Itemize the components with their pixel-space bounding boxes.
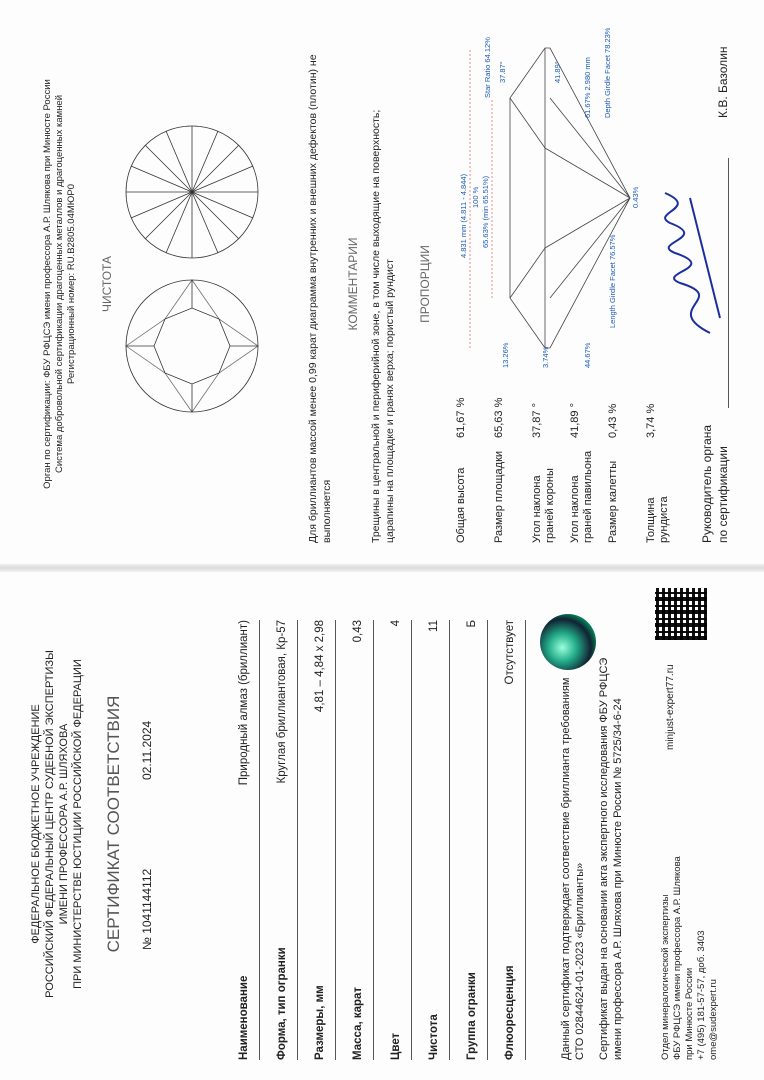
proportion-value: 37,87 ° [531,403,543,438]
property-value: Природный алмаз (бриллиант) [238,620,250,786]
issued-line-1: Сертификат выдан на основании акта экспертного исследования ФБУ РФЦСЭ [598,657,610,1060]
proportion-value: 0,43 % [607,403,619,438]
proportions-diagram [450,28,640,368]
org-line-3: ИМЕНИ ПРОФЕССОРА А.Р. ШЛЯХОВА [58,723,70,925]
proportions-title: ПРОПОРЦИИ [418,245,432,323]
diagram-crown-pct: 13.26% [501,342,510,368]
diagram-culet: 0.43% [631,186,640,208]
row-divider [373,620,374,1060]
property-row [306,620,336,1060]
property-label: Размеры, мм [314,985,326,1060]
property-label: Форма, тип огранки [276,947,288,1060]
diagram-girdle-pct: 3.74% [541,346,550,368]
certificate-left-half [0,568,764,1080]
comments-text-1: Трещины в центральной и периферийной зоне, в том числе выходящие на поверхность; [370,109,382,543]
cert-body-line-1: Орган по сертификации: ФБУ РФЦСЭ имени профессора А.Р. Шлякова при Минюсте России [42,79,53,489]
diagram-pav-ang: 41.89° [553,61,562,83]
org-line-1: ФЕДЕРАЛЬНОЕ БЮДЖЕТНОЕ УЧРЕЖДЕНИЕ [30,704,42,944]
proportion-label: Размер площадки [493,450,505,543]
diagram-pav-pct: 44.67% [583,342,592,368]
clarity-note: Для бриллиантов массой менее 0,99 карат диаграмма внутренних и внешних дефектов (плотин) не выполняется [307,54,333,543]
cert-body-line-3: Регистрационный номер: RU.B2805.04МЮР0 [66,184,77,385]
diagram-depth-pct: 61.67% 2.980 mm [583,57,592,118]
certificate-title: СЕРТИФИКАТ СООТВЕТСТВИЯ [104,695,123,953]
diagram-star: Star Ratio 64.12% [483,37,492,98]
property-value: Отсутствует [504,620,516,685]
property-label: Группа огранки [466,972,478,1060]
hologram-seal [540,614,596,670]
signature [650,188,740,338]
proportion-value: 65,63 % [493,397,505,438]
proportion-label: Общая высота [455,467,467,543]
property-row [230,620,260,1060]
proportion-label: Толщина рундиста [645,496,670,543]
diagram-dgf: Depth Girdle Facet 78.23% [603,28,612,118]
diagram-table: 65.63% (min 65.51%) [481,175,490,248]
crown-view [126,280,258,412]
signatory-name: К.В. Базолин [716,46,730,118]
row-divider [297,620,298,1060]
proportion-label: Угол наклона граней короны [531,468,556,543]
proportion-label: Размер калетты [607,460,619,543]
site-link[interactable]: minjust-expert77.ru [665,664,676,750]
issued-line-2: имени профессора А.Р. Шляхова при Минюсте России № 5725/34-6-24 [612,698,624,1060]
row-divider [335,620,336,1060]
proportion-value: 3,74 % [645,403,657,438]
property-row [382,620,412,1060]
certificate-date: 02.11.2024 [140,720,154,780]
property-label: Цвет [390,1032,402,1060]
conformity-line-1: Данный сертификат подтверждает соответствие бриллианта требованиям [560,677,572,1060]
row-divider [411,620,412,1060]
dept-line-5[interactable]: ome@sudexpert.ru [708,979,719,1060]
property-value: 11 [428,620,440,632]
property-row [496,620,526,1060]
org-line-2: РОССИЙСКИЙ ФЕДЕРАЛЬНЫЙ ЦЕНТР СУДЕБНОЙ ЭКСПЕРТИЗЫ [44,650,56,998]
diagram-crown-ang: 37.87° [498,61,507,83]
signatory-line-1: Руководитель органа [700,424,714,543]
property-value: Круглая бриллиантовая, Кр-57 [276,620,288,784]
clarity-title: ЧИСТОТА [100,256,114,312]
property-value: 4,81 – 4,84 х 2,98 [314,620,326,713]
proportion-label: Угол наклона граней павильона [569,450,594,543]
pavilion-view [126,126,258,258]
conformity-line-2: СТО 02844624-01-2023 «Бриллианты» [574,862,586,1060]
property-value: Б [466,620,478,628]
dept-line-4: +7 (495) 181-57-57, доб. 3403 [696,930,707,1060]
certificate-number: № 1041144112 [140,868,154,950]
row-divider [449,620,450,1060]
property-row [268,620,298,1060]
property-label: Наименование [238,975,250,1060]
diagram-diam: 4.831 mm (4.811 - 4.844) [459,173,468,258]
property-value: 0,43 [352,620,364,643]
property-row [420,620,450,1060]
clarity-diagrams [120,118,275,418]
qr-code[interactable] [655,588,707,640]
diagram-lgf: Length Girdle Facet 76.57% [608,234,617,328]
dept-line-2: ФБУ РФЦСЭ имени профессора А.Р. Шлякова [672,856,683,1060]
diagram-hundred: 100 % [471,186,480,208]
dept-line-3: при Минюсте России [684,967,695,1060]
dept-line-1: Отдел минералогической экспертизы [660,894,671,1060]
property-value: 4 [390,620,402,627]
org-line-4: ПРИ МИНИСТЕРСТВЕ ЮСТИЦИИ РОССИЙСКОЙ ФЕДЕРАЦИИ [72,659,84,989]
property-label: Масса, карат [352,986,364,1060]
property-row [458,620,488,1060]
row-divider [259,620,260,1060]
proportion-value: 61,67 % [455,397,467,438]
proportion-value: 41,89 ° [569,403,581,438]
comments-text-2: царапины на площадке и гранях верха; пористый рундист [384,259,396,543]
property-label: Флюоресценция [504,965,516,1060]
signatory-line-2: по сертификации [716,446,730,543]
comments-title: КОММЕНТАРИИ [346,237,360,331]
property-label: Чистота [428,1014,440,1060]
row-divider [487,620,488,1060]
cert-body-line-2: Система добровольной сертификации драгоценных металлов и драгоценных камней [54,94,65,474]
row-divider [525,620,526,1060]
property-row [344,620,374,1060]
